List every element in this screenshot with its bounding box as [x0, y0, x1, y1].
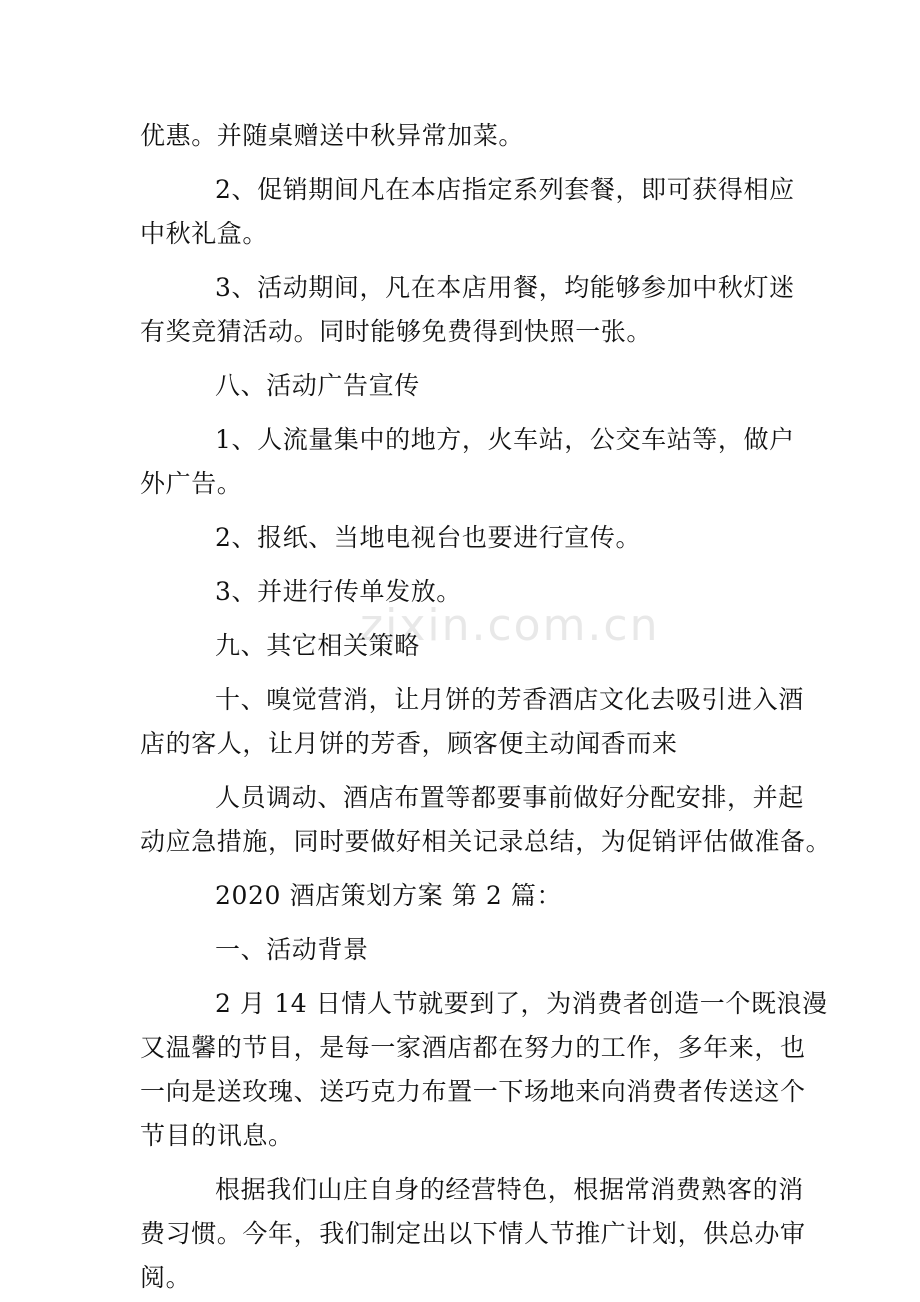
text-line: 又温馨的节目，是每一家酒店都在努力的工作，多年来，也: [140, 1033, 806, 1062]
text-line: 动应急措施，同时要做好相关记录总结，为促销评估做准备。: [140, 827, 832, 856]
paragraph-gap: [140, 256, 790, 266]
text-line: 一、活动背景: [215, 935, 369, 964]
text-line: 费习惯。今年，我们制定出以下情人节推广计划，供总办审: [140, 1219, 806, 1248]
document-body: [140, 114, 832, 1300]
text-line: 根据我们山庄自身的经营特色，根据常消费熟客的消: [215, 1175, 804, 1204]
text-line: 店的客人，让月饼的芳香，顾客便主动闻香而来: [140, 729, 678, 758]
watermark: zixin.com.cn: [360, 600, 660, 651]
paragraph-gap: [140, 158, 790, 168]
paragraph-gap: [140, 408, 790, 418]
text-line: 3、并进行传单发放。: [215, 577, 462, 606]
text-line: 中秋礼盒。: [140, 219, 269, 248]
paragraph-gap: [140, 614, 790, 624]
text-line: 八、活动广告宣传: [215, 371, 420, 400]
text-line: 九、其它相关策略: [215, 631, 420, 660]
text-line: 2020 酒店策划方案 第 2 篇：: [215, 881, 563, 910]
paragraph-gap: [140, 668, 790, 678]
text-line: 节目的讯息。: [140, 1121, 294, 1150]
text-line: 3、活动期间，凡在本店用餐，均能够参加中秋灯迷: [215, 273, 795, 302]
text-line: 2、促销期间凡在本店指定系列套餐，即可获得相应: [215, 175, 795, 204]
paragraph-gap: [140, 766, 790, 776]
text-line: 阅。: [140, 1263, 192, 1292]
paragraph-gap: [140, 560, 790, 570]
text-line: 1、人流量集中的地方，火车站，公交车站等，做户: [215, 425, 795, 454]
paragraph-gap: [140, 1158, 790, 1168]
text-line: 人员调动、酒店布置等都要事前做好分配安排，并起: [215, 783, 804, 812]
paragraph-gap: [140, 354, 790, 364]
paragraph-gap: [140, 506, 790, 516]
paragraph-gap: [140, 972, 790, 982]
text-line: 2、报纸、当地电视台也要进行宣传。: [215, 523, 642, 552]
text-line: 十、嗅觉营消，让月饼的芳香酒店文化去吸引进入酒: [215, 685, 804, 714]
text-line: 2 月 14 日情人节就要到了，为消费者创造一个既浪漫: [215, 989, 828, 1018]
paragraph-gap: [140, 918, 790, 928]
paragraph-gap: [140, 864, 790, 874]
text-line: 有奖竞猜活动。同时能够免费得到快照一张。: [140, 317, 653, 346]
text-line: 外广告。: [140, 469, 243, 498]
text-line: 优惠。并随桌赠送中秋异常加菜。: [140, 121, 525, 150]
text-line: 一向是送玫瑰、送巧克力布置一下场地来向消费者传送这个: [140, 1077, 806, 1106]
